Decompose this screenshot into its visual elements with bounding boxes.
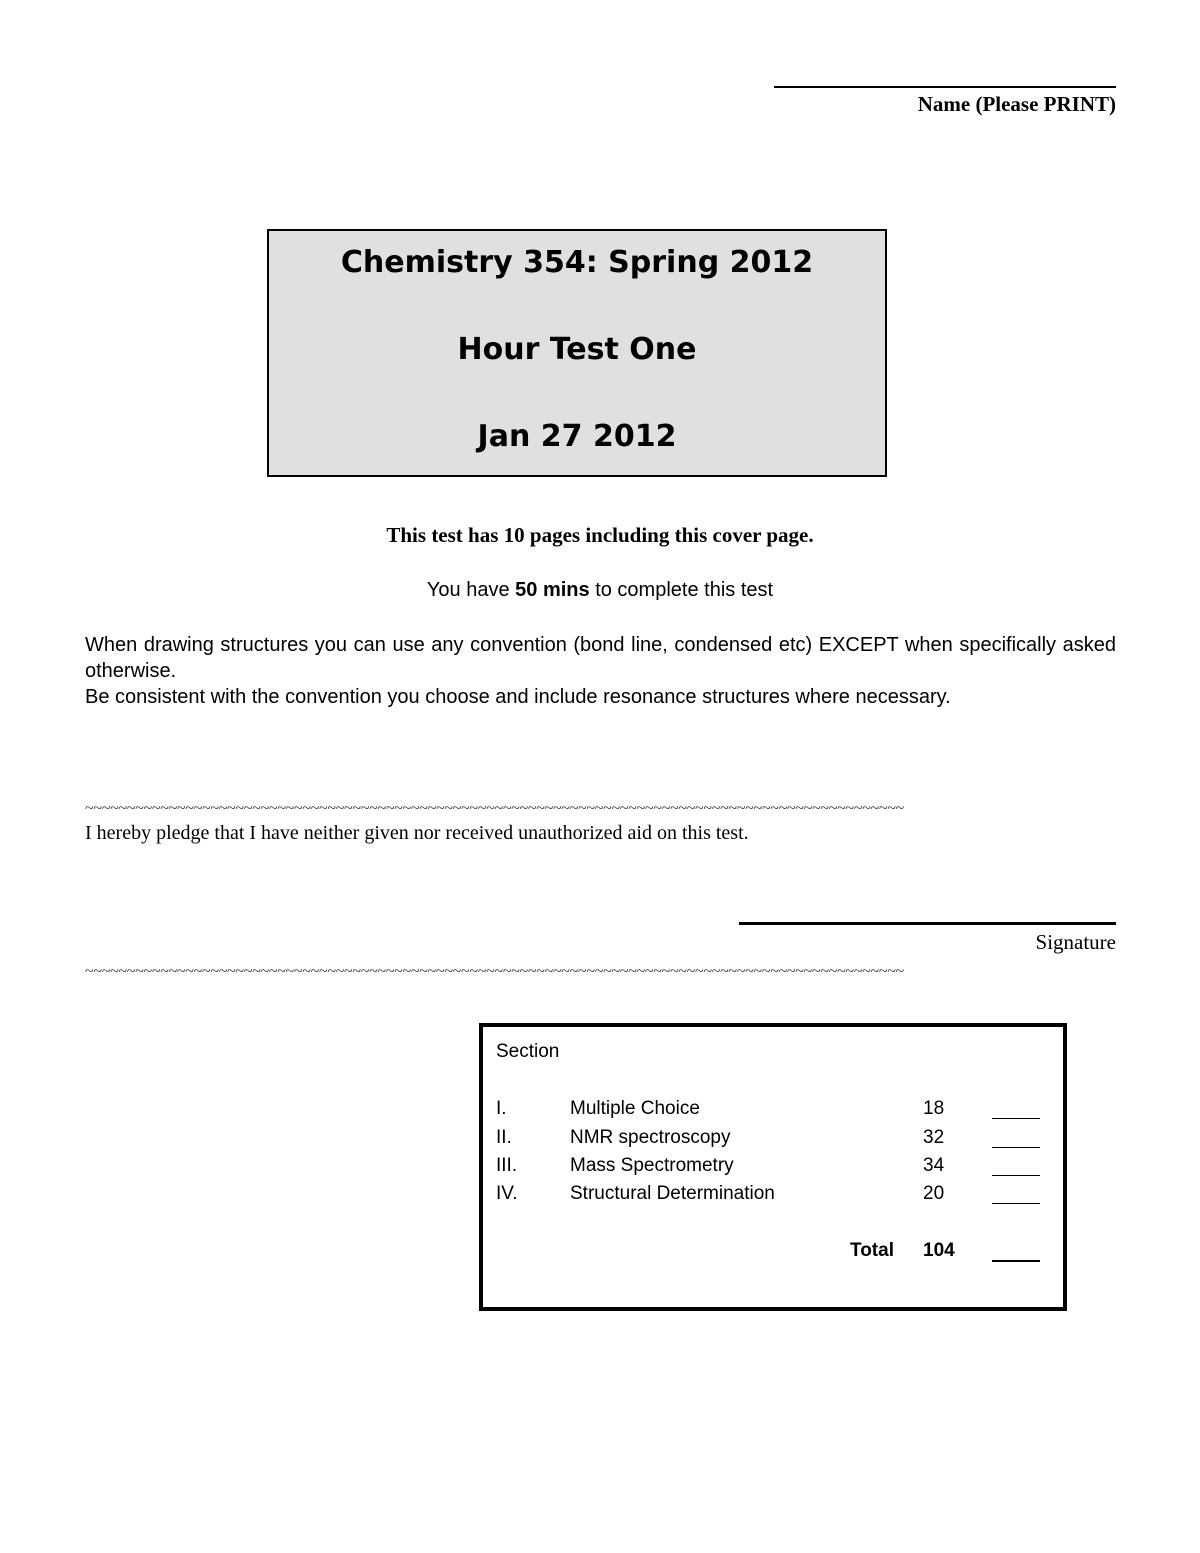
tilde-divider-bottom: ~~~~~~~~~~~~~~~~~~~~~~~~~~~~~~~~~~~~~~~~~~~~~~~~~~~~~~~~~~~~~~~~~~~~~~~~~~~~~~~~~~~~~~~~~~~~~~~~~~ bbox=[85, 963, 904, 979]
section-name: Multiple Choice bbox=[570, 1098, 700, 1119]
section-points: 18 bbox=[923, 1098, 945, 1119]
section-name: Structural Determination bbox=[570, 1183, 775, 1204]
section-name: Mass Spectrometry bbox=[570, 1155, 734, 1176]
signature-label: Signature bbox=[1035, 930, 1116, 954]
score-blank[interactable] bbox=[992, 1147, 1040, 1148]
time-prefix: You have bbox=[426, 579, 516, 601]
section-name: NMR spectroscopy bbox=[570, 1127, 731, 1148]
title-box bbox=[267, 229, 887, 477]
instruction-consistency: Be consistent with the convention you choose and include resonance structures where necessary. bbox=[85, 686, 951, 708]
instructions bbox=[85, 632, 1116, 710]
score-row bbox=[496, 1155, 1046, 1181]
course-title: Chemistry 354: Spring 2012 bbox=[340, 245, 814, 280]
name-line bbox=[774, 86, 1116, 88]
signature-line bbox=[739, 922, 1116, 925]
score-blank[interactable] bbox=[992, 1203, 1040, 1204]
test-title: Hour Test One bbox=[457, 332, 697, 367]
total-row bbox=[496, 1240, 1046, 1266]
total-points: 104 bbox=[923, 1240, 955, 1261]
section-points: 32 bbox=[923, 1127, 945, 1148]
section-heading: Section bbox=[496, 1041, 560, 1062]
time-limit: 50 mins bbox=[515, 579, 590, 601]
score-table bbox=[479, 1023, 1067, 1311]
section-points: 34 bbox=[923, 1155, 945, 1176]
pledge-text: I hereby pledge that I have neither given nor received unauthorized aid on this test. bbox=[85, 822, 749, 844]
score-blank[interactable] bbox=[992, 1175, 1040, 1176]
score-blank[interactable] bbox=[992, 1118, 1040, 1119]
total-label: Total bbox=[850, 1240, 894, 1261]
tilde-divider-top: ~~~~~~~~~~~~~~~~~~~~~~~~~~~~~~~~~~~~~~~~~~~~~~~~~~~~~~~~~~~~~~~~~~~~~~~~~~~~~~~~~~~~~~~~~~~~~~~~~~ bbox=[85, 800, 904, 816]
time-note bbox=[0, 579, 1200, 602]
score-row bbox=[496, 1127, 1046, 1153]
name-label: Name (Please PRINT) bbox=[917, 92, 1116, 116]
score-row bbox=[496, 1183, 1046, 1209]
section-number: IV. bbox=[496, 1183, 518, 1204]
score-row bbox=[496, 1098, 1046, 1124]
instruction-conventions: When drawing structures you can use any convention (bond line, condensed etc) EXCEPT when specifically asked otherwise. bbox=[85, 634, 1116, 682]
section-number: II. bbox=[496, 1127, 512, 1148]
section-number: I. bbox=[496, 1098, 507, 1119]
test-date: Jan 27 2012 bbox=[477, 419, 677, 454]
total-blank[interactable] bbox=[992, 1260, 1040, 1262]
time-suffix: to complete this test bbox=[589, 579, 774, 601]
pages-note: This test has 10 pages including this cover page. bbox=[386, 523, 814, 547]
section-number: III. bbox=[496, 1155, 518, 1176]
section-points: 20 bbox=[923, 1183, 945, 1204]
